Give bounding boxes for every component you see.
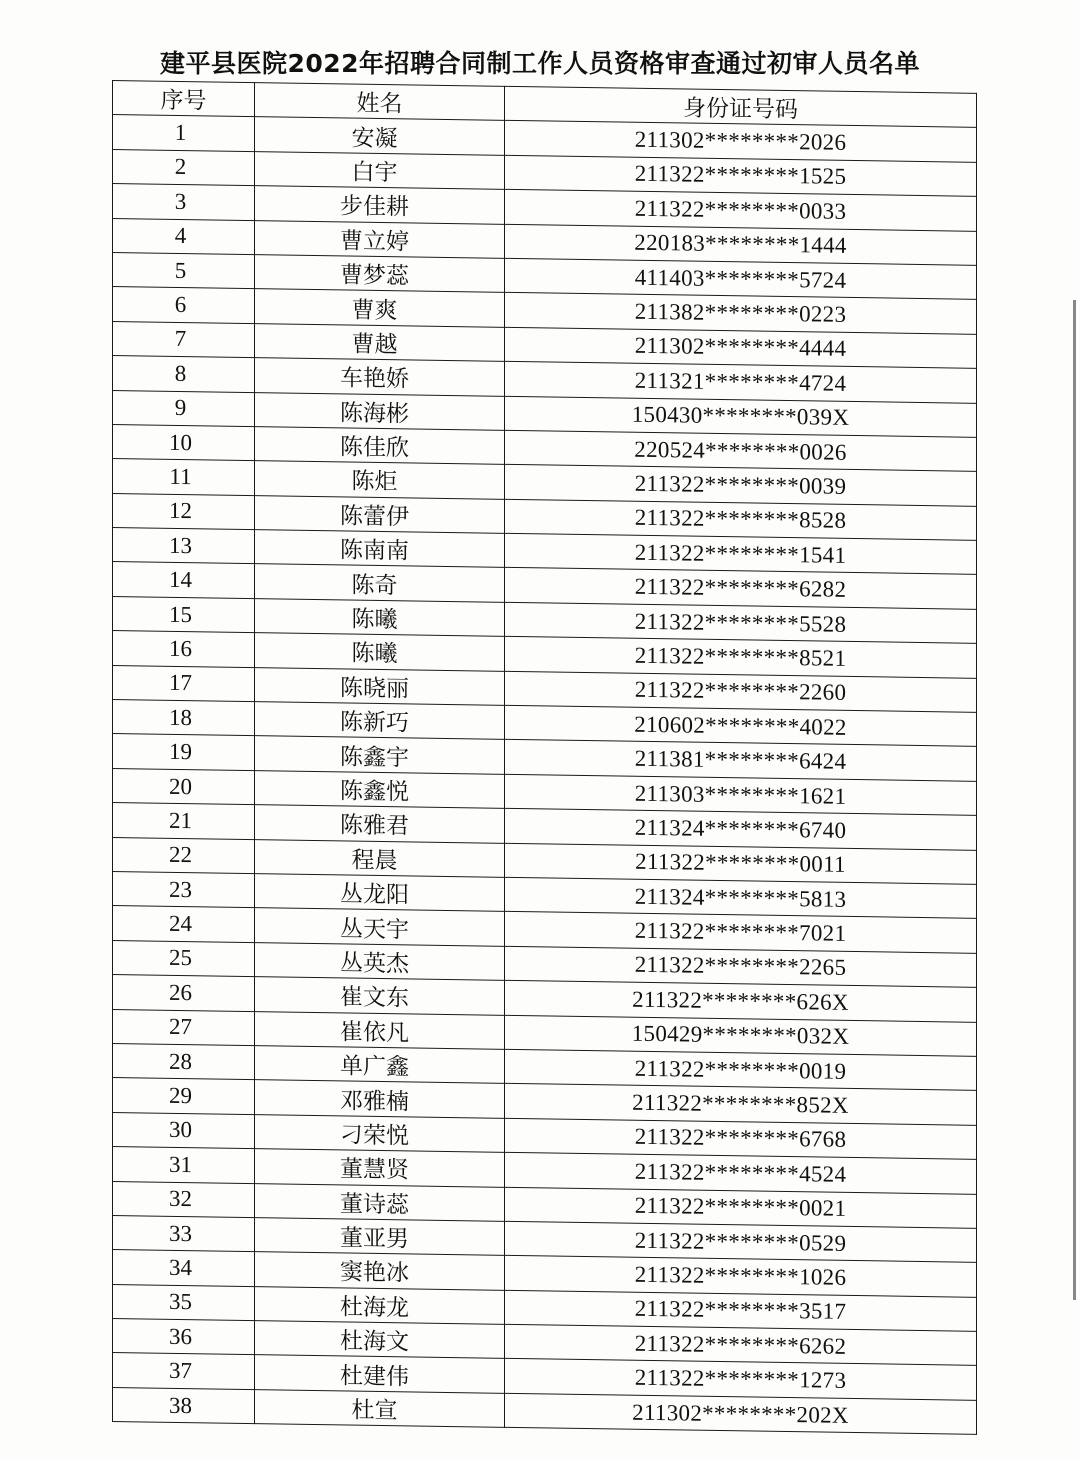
document-title: 建平县医院2022年招聘合同制工作人员资格审查通过初审人员名单 [159, 49, 921, 78]
row-name: 陈炬 [255, 461, 505, 499]
row-name: 杜海龙 [255, 1286, 505, 1324]
row-name: 董亚男 [255, 1218, 505, 1256]
row-serial-number: 18 [113, 700, 255, 736]
row-serial-number: 25 [113, 940, 255, 976]
row-name: 杜宣 [255, 1389, 505, 1427]
row-serial-number: 1 [113, 115, 255, 151]
row-serial-number: 24 [113, 906, 255, 942]
row-id-number: 211302********4444 [505, 327, 977, 368]
row-name: 陈鑫悦 [255, 770, 505, 808]
row-id-number: 211322********6282 [505, 568, 977, 609]
header-serial-number: 序号 [113, 81, 255, 117]
row-name: 陈新巧 [255, 702, 505, 740]
row-name: 曹越 [255, 323, 505, 361]
row-id-number: 211322********2260 [505, 671, 977, 712]
row-id-number: 220524********0026 [505, 430, 977, 471]
row-serial-number: 12 [113, 493, 255, 529]
row-name: 步佳耕 [255, 186, 505, 224]
row-name: 杜海文 [255, 1321, 505, 1359]
row-serial-number: 6 [113, 287, 255, 323]
row-serial-number: 13 [113, 528, 255, 564]
row-id-number: 211322********0011 [505, 843, 977, 884]
row-name: 陈佳欣 [255, 427, 505, 465]
row-serial-number: 20 [113, 768, 255, 804]
row-name: 白宇 [255, 151, 505, 189]
row-name: 窦艳冰 [255, 1252, 505, 1290]
row-id-number: 211322********0019 [505, 1049, 977, 1090]
row-id-number: 211324********6740 [505, 809, 977, 850]
row-id-number: 211322********626X [505, 980, 977, 1021]
row-name: 丛英杰 [255, 942, 505, 980]
row-serial-number: 26 [113, 975, 255, 1011]
row-id-number: 211322********0021 [505, 1187, 977, 1228]
row-serial-number: 32 [113, 1181, 255, 1217]
row-serial-number: 9 [113, 390, 255, 426]
row-id-number: 211322********1273 [505, 1359, 977, 1400]
row-id-number: 211322********5528 [505, 602, 977, 643]
candidate-table-container [112, 80, 976, 1435]
row-id-number: 211303********1621 [505, 774, 977, 815]
header-id-number: 身份证号码 [505, 86, 977, 127]
row-serial-number: 4 [113, 218, 255, 254]
row-serial-number: 30 [113, 1112, 255, 1148]
row-id-number: 211322********0039 [505, 465, 977, 506]
row-serial-number: 21 [113, 803, 255, 839]
row-name: 车艳娇 [255, 358, 505, 396]
row-serial-number: 31 [113, 1147, 255, 1183]
row-name: 丛天宇 [255, 908, 505, 946]
header-name: 姓名 [255, 83, 505, 121]
row-id-number: 411403********5724 [505, 258, 977, 299]
row-serial-number: 38 [113, 1387, 255, 1423]
row-name: 曹爽 [255, 289, 505, 327]
row-serial-number: 14 [113, 562, 255, 598]
row-serial-number: 36 [113, 1319, 255, 1355]
row-name: 安凝 [255, 117, 505, 155]
row-name: 杜建伟 [255, 1355, 505, 1393]
row-name: 陈雅君 [255, 805, 505, 843]
row-id-number: 211322********2265 [505, 946, 977, 987]
row-id-number: 211381********6424 [505, 740, 977, 781]
row-name: 刁荣悦 [255, 1114, 505, 1152]
row-id-number: 211322********3517 [505, 1290, 977, 1331]
row-serial-number: 34 [113, 1250, 255, 1286]
row-name: 陈南南 [255, 530, 505, 568]
row-name: 陈海彬 [255, 392, 505, 430]
row-id-number: 211322********6262 [505, 1324, 977, 1365]
row-id-number: 211322********7021 [505, 912, 977, 953]
row-serial-number: 23 [113, 871, 255, 907]
row-name: 邓雅楠 [255, 1080, 505, 1118]
row-id-number: 211302********202X [505, 1393, 977, 1434]
row-id-number: 211321********4724 [505, 361, 977, 402]
row-id-number: 211322********1026 [505, 1256, 977, 1297]
row-id-number: 211322********0529 [505, 1221, 977, 1262]
row-name: 陈鑫宇 [255, 736, 505, 774]
row-id-number: 211322********1541 [505, 533, 977, 574]
row-id-number: 211324********5813 [505, 877, 977, 918]
row-serial-number: 3 [113, 184, 255, 220]
row-serial-number: 2 [113, 149, 255, 185]
row-id-number: 211322********4524 [505, 1152, 977, 1193]
row-id-number: 211302********2026 [505, 121, 977, 162]
row-id-number: 220183********1444 [505, 224, 977, 265]
row-id-number: 211382********0223 [505, 293, 977, 334]
row-name: 陈奇 [255, 564, 505, 602]
row-serial-number: 27 [113, 1009, 255, 1045]
row-serial-number: 5 [113, 252, 255, 288]
table-body [113, 115, 977, 1435]
row-id-number: 211322********8521 [505, 637, 977, 678]
row-id-number: 150430********039X [505, 396, 977, 437]
row-serial-number: 28 [113, 1043, 255, 1079]
scan-edge-mark [1073, 300, 1076, 1300]
row-serial-number: 22 [113, 837, 255, 873]
row-serial-number: 8 [113, 356, 255, 392]
row-name: 程晨 [255, 839, 505, 877]
row-name: 崔依凡 [255, 1011, 505, 1049]
row-id-number: 150429********032X [505, 1015, 977, 1056]
row-serial-number: 33 [113, 1215, 255, 1251]
row-serial-number: 7 [113, 321, 255, 357]
row-name: 崔文东 [255, 977, 505, 1015]
row-id-number: 211322********0033 [505, 189, 977, 230]
row-name: 单广鑫 [255, 1046, 505, 1084]
row-serial-number: 19 [113, 734, 255, 770]
row-id-number: 211322********8528 [505, 499, 977, 540]
row-name: 曹立婷 [255, 220, 505, 258]
row-serial-number: 17 [113, 665, 255, 701]
row-id-number: 210602********4022 [505, 705, 977, 746]
row-id-number: 211322********1525 [505, 155, 977, 196]
row-name: 董诗蕊 [255, 1183, 505, 1221]
row-name: 陈曦 [255, 598, 505, 636]
row-name: 董慧贤 [255, 1149, 505, 1187]
candidate-table [112, 80, 977, 1435]
row-serial-number: 15 [113, 596, 255, 632]
row-serial-number: 11 [113, 459, 255, 495]
row-name: 曹梦蕊 [255, 255, 505, 293]
row-serial-number: 35 [113, 1284, 255, 1320]
row-serial-number: 29 [113, 1078, 255, 1114]
row-serial-number: 37 [113, 1353, 255, 1389]
row-name: 陈晓丽 [255, 667, 505, 705]
row-serial-number: 16 [113, 631, 255, 667]
row-id-number: 211322********6768 [505, 1118, 977, 1159]
row-name: 陈曦 [255, 633, 505, 671]
row-serial-number: 10 [113, 424, 255, 460]
row-name: 陈蕾伊 [255, 495, 505, 533]
row-name: 丛龙阳 [255, 874, 505, 912]
row-id-number: 211322********852X [505, 1084, 977, 1125]
